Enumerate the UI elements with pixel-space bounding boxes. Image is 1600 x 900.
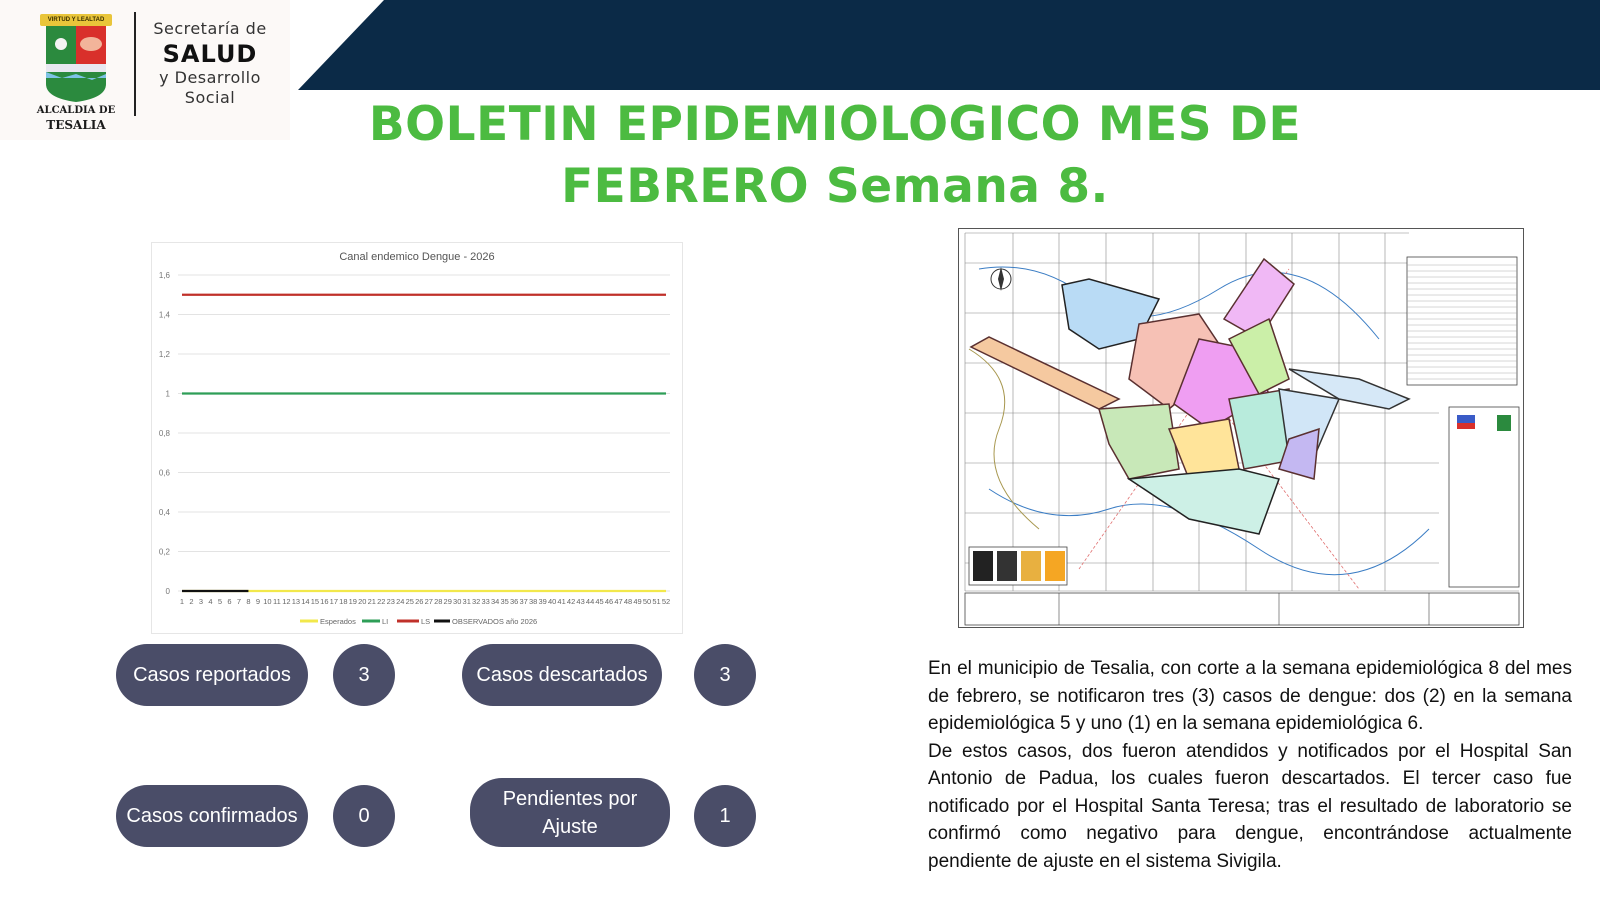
stat-label-text: Casos reportados xyxy=(133,664,291,686)
stat-value-reportados xyxy=(333,644,395,706)
svg-text:38: 38 xyxy=(528,597,538,606)
svg-text:26: 26 xyxy=(415,597,424,606)
svg-text:45: 45 xyxy=(595,597,604,606)
title-line1: BOLETIN EPIDEMIOLOGICO MES DE xyxy=(368,97,1302,152)
svg-text:41: 41 xyxy=(557,597,566,606)
svg-text:49: 49 xyxy=(633,597,642,606)
svg-text:12: 12 xyxy=(282,597,291,606)
stat-label-reportados xyxy=(116,644,308,706)
svg-text:19: 19 xyxy=(348,597,357,606)
secretaria-line2: SALUD xyxy=(162,40,258,68)
svg-text:0,2: 0,2 xyxy=(158,547,170,557)
tesalia-shield-icon xyxy=(42,14,110,102)
summary-paragraph-2: De estos casos, dos fueron atendidos y notificados por el Hospital San Antonio de Padua, los cuales fueron descartados. El tercer caso fue notificado por el Hospital Santa Teresa; tras el resultado de laboratorio se confirmó como negativo para dengue, encontrándose actualmente pendiente de ajuste en el sistema Sivigila. xyxy=(928,740,1572,872)
svg-text:LI: LI xyxy=(382,617,389,626)
svg-text:46: 46 xyxy=(604,597,614,606)
svg-text:51: 51 xyxy=(652,597,661,606)
chart-plot xyxy=(152,243,682,633)
svg-text:7: 7 xyxy=(236,597,242,606)
stat-value-confirmados xyxy=(333,785,395,847)
svg-text:2: 2 xyxy=(189,597,194,606)
stat-value-pendientes xyxy=(694,785,756,847)
svg-text:31: 31 xyxy=(462,597,471,606)
svg-text:18: 18 xyxy=(339,597,348,606)
svg-text:42: 42 xyxy=(566,597,576,606)
svg-text:33: 33 xyxy=(481,597,490,606)
svg-text:9: 9 xyxy=(255,597,261,606)
svg-text:23: 23 xyxy=(386,597,395,606)
svg-text:35: 35 xyxy=(500,597,509,606)
neighborhood-map xyxy=(958,228,1524,628)
stat-value-text: 1 xyxy=(719,804,731,827)
stat-value-text: 3 xyxy=(358,663,370,686)
endemic-channel-chart xyxy=(151,242,683,634)
svg-text:34: 34 xyxy=(491,597,500,606)
svg-text:1: 1 xyxy=(165,389,170,399)
svg-text:5: 5 xyxy=(217,597,223,606)
alcaldia-line1: ALCALDIA DE xyxy=(36,105,116,116)
secretaria-line1: Secretaría de xyxy=(153,19,267,38)
stat-label-text: Casos confirmados xyxy=(126,805,298,827)
svg-text:0,4: 0,4 xyxy=(158,508,170,517)
svg-text:28: 28 xyxy=(434,597,443,606)
svg-text:29: 29 xyxy=(443,597,452,606)
svg-text:8: 8 xyxy=(246,597,251,606)
secretaria-line3: y Desarrollo xyxy=(159,68,261,87)
secretaria-line4: Social xyxy=(184,88,236,107)
logo-block xyxy=(0,0,290,140)
svg-text:37: 37 xyxy=(519,597,528,606)
page-title xyxy=(330,94,1340,218)
svg-text:14: 14 xyxy=(301,597,310,606)
stat-value-text: 0 xyxy=(358,804,370,827)
svg-text:44: 44 xyxy=(585,597,595,606)
svg-text:1: 1 xyxy=(179,597,185,606)
svg-text:48: 48 xyxy=(623,597,633,606)
svg-text:11: 11 xyxy=(273,597,281,606)
svg-text:0: 0 xyxy=(165,587,170,596)
alcaldia-line2: TESALIA xyxy=(46,118,106,132)
summary-text xyxy=(928,655,1572,875)
svg-text:22: 22 xyxy=(377,597,386,606)
svg-text:20: 20 xyxy=(358,597,367,606)
svg-text:1,4: 1,4 xyxy=(158,310,170,320)
svg-text:17: 17 xyxy=(329,597,339,606)
svg-text:36: 36 xyxy=(509,597,519,606)
chart-title: Canal endemico Dengue - 2026 xyxy=(339,251,495,263)
stat-value-text: 3 xyxy=(719,663,731,686)
svg-text:40: 40 xyxy=(547,597,557,606)
svg-text:13: 13 xyxy=(291,597,301,606)
svg-text:0,6: 0,6 xyxy=(158,468,170,478)
svg-text:24: 24 xyxy=(396,597,405,606)
stat-label-pendientes xyxy=(470,778,670,847)
svg-text:47: 47 xyxy=(614,597,623,606)
svg-text:32: 32 xyxy=(472,597,481,606)
title-line2: FEBRERO Semana 8. xyxy=(561,159,1109,214)
svg-text:25: 25 xyxy=(405,597,414,606)
svg-text:52: 52 xyxy=(661,597,671,606)
summary-paragraph-1: En el municipio de Tesalia, con corte a la semana epidemiológica 8 del mes de febrero, se notificaron tres (3) casos de dengue: dos (2) en la semana epidemiológica 5 y uno (1) en la semana epidemiológica 6. xyxy=(928,658,1572,734)
stat-label-descartados xyxy=(462,644,662,706)
shield-motto: VIRTUD Y LEALTAD xyxy=(40,14,112,26)
alcaldia-label xyxy=(22,104,130,132)
stat-label-text: Casos descartados xyxy=(476,664,648,686)
svg-text:27: 27 xyxy=(424,597,433,606)
svg-text:39: 39 xyxy=(538,597,547,606)
stat-value-descartados xyxy=(694,644,756,706)
map-image xyxy=(959,229,1523,627)
stat-label-text: Pendientes por Ajuste xyxy=(502,787,638,838)
svg-text:3: 3 xyxy=(198,597,204,606)
svg-text:16: 16 xyxy=(320,597,329,606)
svg-text:LS: LS xyxy=(421,617,431,626)
stat-label-confirmados xyxy=(116,785,308,847)
svg-text:0,8: 0,8 xyxy=(158,429,170,438)
svg-text:10: 10 xyxy=(263,597,272,606)
svg-text:OBSERVADOS año 2026: OBSERVADOS año 2026 xyxy=(452,617,538,626)
svg-text:Esperados: Esperados xyxy=(320,617,356,626)
svg-text:21: 21 xyxy=(367,597,376,606)
svg-text:43: 43 xyxy=(576,597,585,606)
svg-text:6: 6 xyxy=(227,597,232,606)
svg-text:4: 4 xyxy=(208,597,213,606)
svg-text:15: 15 xyxy=(310,597,320,606)
svg-text:1,6: 1,6 xyxy=(158,271,170,280)
svg-text:30: 30 xyxy=(453,597,462,606)
svg-text:1,2: 1,2 xyxy=(158,350,170,359)
logo-divider xyxy=(134,12,136,116)
svg-text:50: 50 xyxy=(642,597,652,606)
secretaria-label xyxy=(140,18,280,108)
